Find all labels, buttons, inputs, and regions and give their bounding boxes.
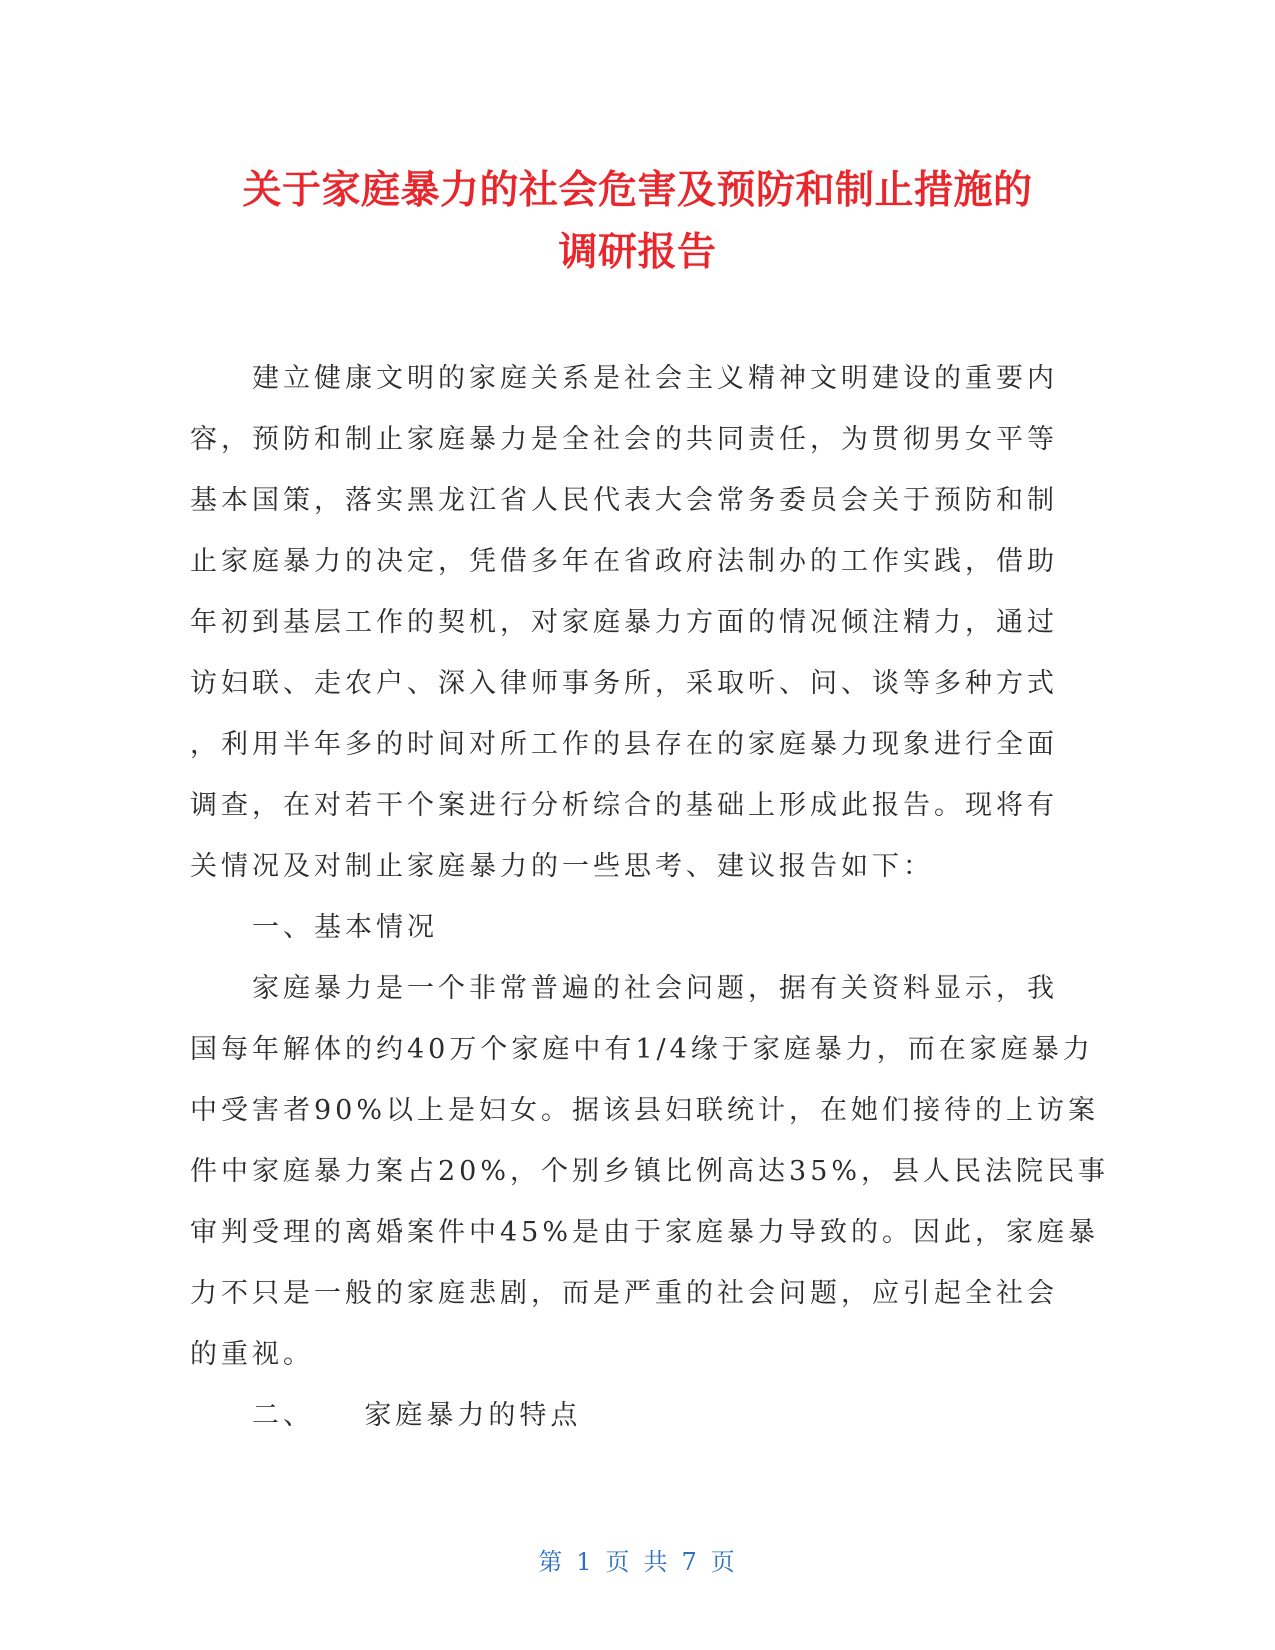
text-line: 容，预防和制止家庭暴力是全社会的共同责任，为贯彻男女平等 bbox=[190, 424, 1058, 455]
text-line: 止家庭暴力的决定，凭借多年在省政府法制办的工作实践，借助 bbox=[190, 546, 1058, 577]
footer-page-label: 页 bbox=[710, 1548, 737, 1576]
text-line: 件中家庭暴力案占20%，个别乡镇比例高达35%，县人民法院民事 bbox=[190, 1156, 1110, 1187]
text-line: 中受害者90%以上是妇女。据该县妇联统计，在她们接待的上访案 bbox=[190, 1095, 1100, 1126]
text-line: 调查，在对若干个案进行分析综合的基础上形成此报告。现将有 bbox=[190, 790, 1058, 821]
footer-current-page: 1 bbox=[576, 1548, 594, 1576]
text-line: 基本国策，落实黑龙江省人民代表大会常务委员会关于预防和制 bbox=[190, 485, 1058, 516]
text-line: 国每年解体的约40万个家庭中有1/4缘于家庭暴力，而在家庭暴力 bbox=[190, 1034, 1094, 1065]
text-line: 访妇联、走农户、深入律师事务所，采取听、问、谈等多种方式 bbox=[190, 668, 1058, 699]
document-title bbox=[160, 160, 1115, 284]
text-line: 审判受理的离婚案件中45%是由于家庭暴力导致的。因此，家庭暴 bbox=[190, 1217, 1100, 1248]
text-line: ，利用半年多的时间对所工作的县存在的家庭暴力现象进行全面 bbox=[190, 729, 1058, 760]
footer-total-pages: 7 bbox=[681, 1548, 699, 1576]
text-line: 力不只是一般的家庭悲剧，而是严重的社会问题，应引起全社会 bbox=[190, 1278, 1058, 1309]
footer-page-label: 第 bbox=[538, 1548, 565, 1576]
footer-page-label: 页 bbox=[605, 1548, 632, 1576]
section-heading-features: 二、 家庭暴力的特点 bbox=[252, 1400, 582, 1431]
footer-total-label: 共 bbox=[643, 1548, 670, 1576]
text-line: 的重视。 bbox=[190, 1339, 314, 1370]
page-footer bbox=[0, 1542, 1275, 1577]
intro-paragraph bbox=[190, 348, 1110, 1446]
text-line: 家庭暴力是一个非常普遍的社会问题，据有关资料显示，我 bbox=[252, 973, 1058, 1004]
text-line: 年初到基层工作的契机，对家庭暴力方面的情况倾注精力，通过 bbox=[190, 607, 1058, 638]
title-line-1: 关于家庭暴力的社会危害及预防和制止措施的 bbox=[242, 168, 1033, 213]
text-line: 建立健康文明的家庭关系是社会主义精神文明建设的重要内 bbox=[252, 363, 1058, 394]
title-line-2: 调研报告 bbox=[558, 230, 717, 275]
section-heading-basic: 一、基本情况 bbox=[252, 912, 438, 943]
text-line: 关情况及对制止家庭暴力的一些思考、建议报告如下： bbox=[190, 851, 934, 882]
